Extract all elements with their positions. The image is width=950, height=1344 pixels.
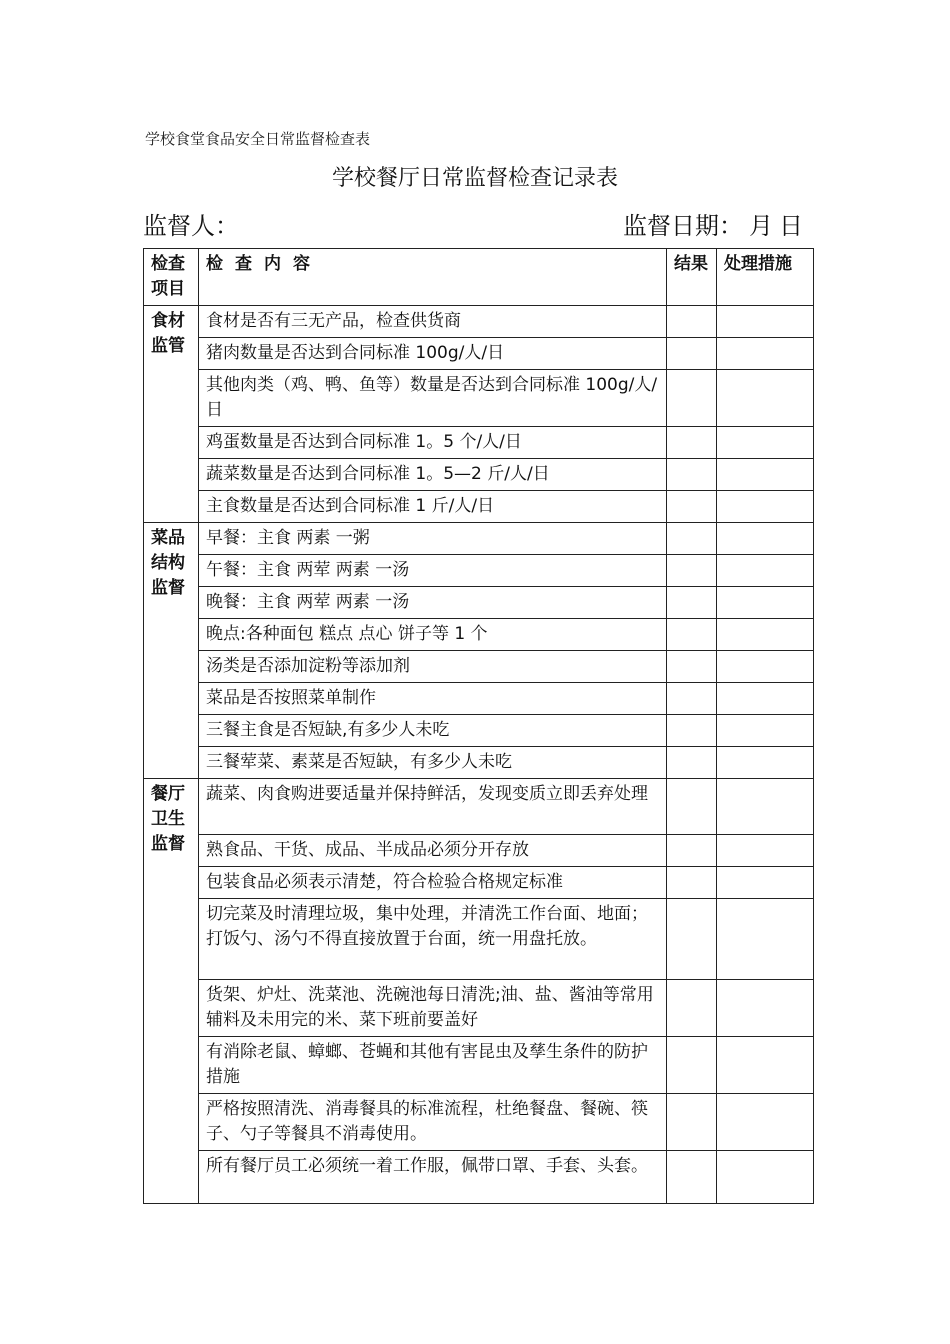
measures-cell[interactable] <box>717 459 814 491</box>
table-row <box>144 459 814 491</box>
result-cell[interactable] <box>667 338 717 370</box>
measures-cell[interactable] <box>717 683 814 715</box>
result-cell[interactable] <box>667 980 717 1037</box>
table-row <box>144 338 814 370</box>
measures-cell[interactable] <box>717 555 814 587</box>
measures-cell[interactable] <box>717 619 814 651</box>
header-content-char: 容 <box>293 254 310 274</box>
supervisor-label: 监督人： <box>143 212 239 240</box>
header-measures: 处理措施 <box>717 249 814 306</box>
check-item: 蔬菜、肉食购进要适量并保持鲜活，发现变质立即丢弃处理 <box>199 779 667 835</box>
result-cell[interactable] <box>667 523 717 555</box>
result-cell[interactable] <box>667 715 717 747</box>
measures-cell[interactable] <box>717 1037 814 1094</box>
check-item: 午餐：主食 两荤 两素 一汤 <box>199 555 667 587</box>
result-cell[interactable] <box>667 1037 717 1094</box>
check-item: 鸡蛋数量是否达到合同标准 1。5 个/人/日 <box>199 427 667 459</box>
result-cell[interactable] <box>667 835 717 867</box>
measures-cell[interactable] <box>717 523 814 555</box>
check-item: 货架、炉灶、洗菜池、洗碗池每日清洗;油、盐、酱油等常用辅料及未用完的米、菜下班前要盖好 <box>199 980 667 1037</box>
measures-cell[interactable] <box>717 779 814 835</box>
header-row <box>144 249 814 306</box>
page-title: 学校餐厅日常监督检查记录表 <box>331 166 618 191</box>
section-category-line: 监督 <box>151 578 185 598</box>
header-content-char: 内 <box>264 254 281 274</box>
check-item: 三餐荤菜、素菜是否短缺，有多少人未吃 <box>199 747 667 779</box>
measures-cell[interactable] <box>717 491 814 523</box>
header-note: 学校食堂食品安全日常监督检查表 <box>145 130 371 148</box>
table-row <box>144 587 814 619</box>
header-category-line: 项目 <box>151 279 185 299</box>
check-item: 所有餐厅员工必须统一着工作服，佩带口罩、手套、头套。 <box>199 1151 667 1204</box>
table-row <box>144 651 814 683</box>
check-item: 蔬菜数量是否达到合同标准 1。5—2 斤/人/日 <box>199 459 667 491</box>
measures-cell[interactable] <box>717 867 814 899</box>
header-category <box>144 249 199 306</box>
check-item: 汤类是否添加淀粉等添加剂 <box>199 651 667 683</box>
table-row <box>144 427 814 459</box>
inspection-table <box>143 248 814 1204</box>
section-category-line: 监管 <box>151 336 185 356</box>
section-category-line: 食材 <box>151 311 185 331</box>
measures-cell[interactable] <box>717 747 814 779</box>
table-row <box>144 1037 814 1094</box>
measures-cell[interactable] <box>717 715 814 747</box>
section-category-line: 卫生 <box>151 809 185 829</box>
header-content <box>199 249 667 306</box>
section-category <box>144 523 199 779</box>
date-label: 监督日期： <box>623 212 743 240</box>
table-row <box>144 555 814 587</box>
result-cell[interactable] <box>667 459 717 491</box>
section-category-line: 菜品 <box>151 528 185 548</box>
check-item: 熟食品、干货、成品、半成品必须分开存放 <box>199 835 667 867</box>
check-item: 包装食品必须表示清楚，符合检验合格规定标准 <box>199 867 667 899</box>
check-item: 晚点:各种面包 糕点 点心 饼子等 1 个 <box>199 619 667 651</box>
check-item: 三餐主食是否短缺,有多少人未吃 <box>199 715 667 747</box>
section-category-line: 结构 <box>151 553 185 573</box>
check-item: 早餐：主食 两素 一粥 <box>199 523 667 555</box>
table-row <box>144 899 814 980</box>
result-cell[interactable] <box>667 1151 717 1204</box>
table-row <box>144 747 814 779</box>
check-item: 猪肉数量是否达到合同标准 100g/人/日 <box>199 338 667 370</box>
check-item: 有消除老鼠、蟑螂、苍蝇和其他有害昆虫及孳生条件的防护措施 <box>199 1037 667 1094</box>
check-item: 食材是否有三无产品，检查供货商 <box>199 306 667 338</box>
check-item: 其他肉类（鸡、鸭、鱼等）数量是否达到合同标准 100g/人/日 <box>199 370 667 427</box>
measures-cell[interactable] <box>717 835 814 867</box>
header-result: 结果 <box>667 249 717 306</box>
table-row <box>144 835 814 867</box>
result-cell[interactable] <box>667 555 717 587</box>
month-label: 月 <box>749 212 773 240</box>
meta-row <box>143 206 803 242</box>
header-category-line: 检查 <box>151 254 185 274</box>
measures-cell[interactable] <box>717 899 814 980</box>
result-cell[interactable] <box>667 747 717 779</box>
result-cell[interactable] <box>667 306 717 338</box>
table-row <box>144 683 814 715</box>
check-item: 晚餐：主食 两荤 两素 一汤 <box>199 587 667 619</box>
measures-cell[interactable] <box>717 306 814 338</box>
measures-cell[interactable] <box>717 1151 814 1204</box>
table-row <box>144 715 814 747</box>
table-row <box>144 370 814 427</box>
result-cell[interactable] <box>667 651 717 683</box>
table-row <box>144 867 814 899</box>
check-item: 主食数量是否达到合同标准 1 斤/人/日 <box>199 491 667 523</box>
measures-cell[interactable] <box>717 338 814 370</box>
result-cell[interactable] <box>667 427 717 459</box>
measures-cell[interactable] <box>717 370 814 427</box>
table-row <box>144 1151 814 1204</box>
table-row <box>144 779 814 835</box>
result-cell[interactable] <box>667 867 717 899</box>
section-category <box>144 306 199 523</box>
table-row <box>144 1094 814 1151</box>
result-cell[interactable] <box>667 491 717 523</box>
section-category-line: 餐厅 <box>151 784 185 804</box>
table-row <box>144 980 814 1037</box>
result-cell[interactable] <box>667 370 717 427</box>
table-row <box>144 619 814 651</box>
table-row <box>144 523 814 555</box>
measures-cell[interactable] <box>717 980 814 1037</box>
result-cell[interactable] <box>667 899 717 980</box>
result-cell[interactable] <box>667 619 717 651</box>
check-item: 切完菜及时清理垃圾，集中处理，并清洗工作台面、地面；打饭勺、汤勺不得直接放置于台面，统一用盘托放。 <box>199 899 667 980</box>
result-cell[interactable] <box>667 1094 717 1151</box>
result-cell[interactable] <box>667 779 717 835</box>
day-label: 日 <box>779 212 803 240</box>
header-content-char: 查 <box>235 254 252 274</box>
result-cell[interactable] <box>667 587 717 619</box>
table-row <box>144 306 814 338</box>
check-item: 严格按照清洗、消毒餐具的标准流程，杜绝餐盘、餐碗、筷子、勺子等餐具不消毒使用。 <box>199 1094 667 1151</box>
check-item: 菜品是否按照菜单制作 <box>199 683 667 715</box>
measures-cell[interactable] <box>717 651 814 683</box>
section-category-line: 监督 <box>151 834 185 854</box>
table-row <box>144 491 814 523</box>
measures-cell[interactable] <box>717 1094 814 1151</box>
date-field <box>623 206 803 241</box>
section-category <box>144 779 199 1204</box>
result-cell[interactable] <box>667 683 717 715</box>
measures-cell[interactable] <box>717 427 814 459</box>
measures-cell[interactable] <box>717 587 814 619</box>
header-content-char: 检 <box>206 254 223 274</box>
